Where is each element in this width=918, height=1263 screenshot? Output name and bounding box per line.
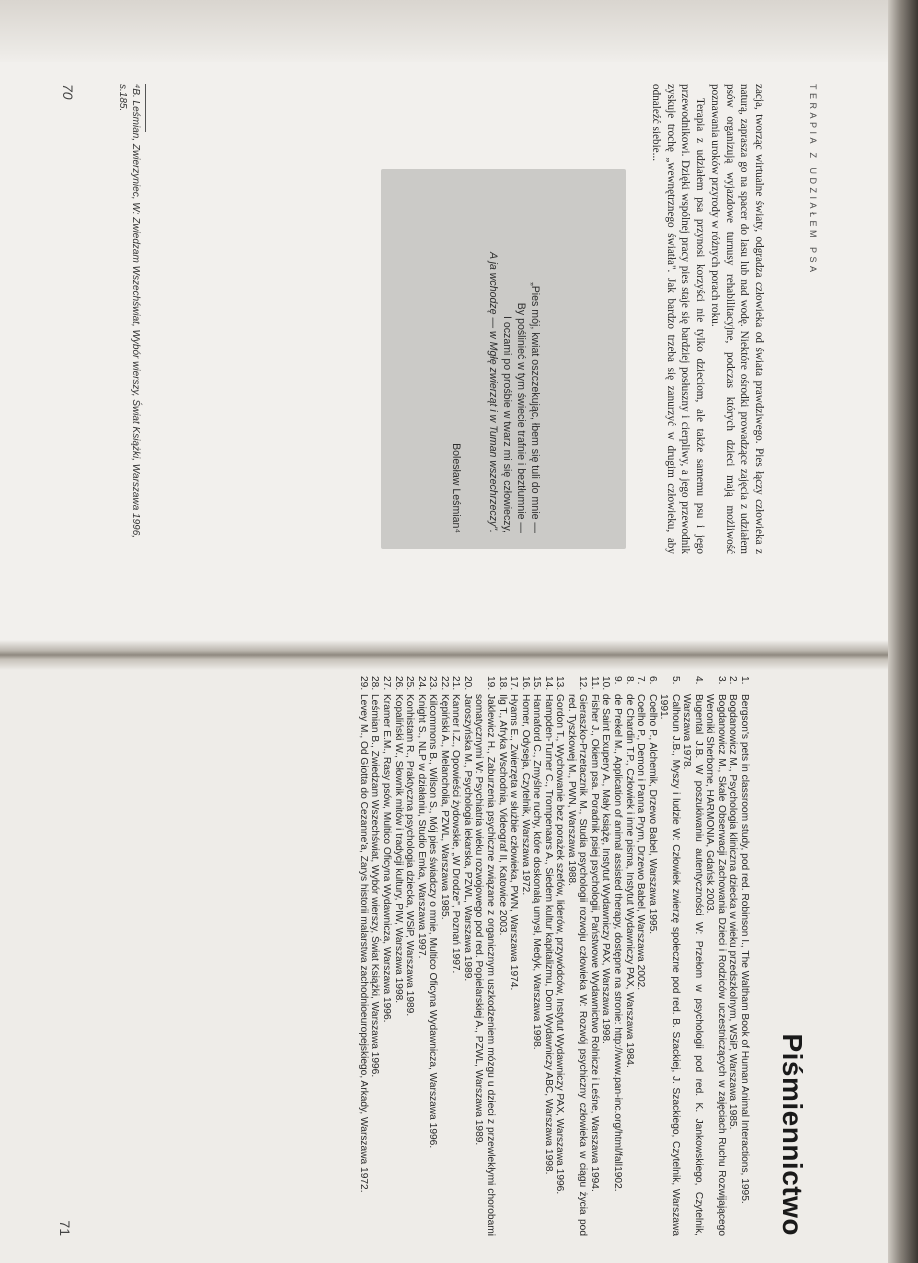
entry-text: de Saint Exupery A., Mały książę, Instytut Wydawniczy PAX, Warszawa 1998. (600, 694, 612, 1044)
entry-number: 28. (369, 676, 381, 691)
entry-number: 24. (415, 676, 427, 691)
entry-number: 14. (542, 676, 554, 691)
entry-text: Hampden-Turner C., Trompenaars A., Siedem kultur kapitalizmu, Dom Wydawniczy ABC, Warszawa 1998. (542, 694, 554, 1175)
poem-lines (486, 169, 542, 549)
entry-number: 5. (669, 676, 681, 685)
bibliography-entry (381, 676, 393, 1236)
poem-quote-box (381, 169, 626, 549)
entry-text: Jaklewicz H., Zaburzenia psychiczne związane z organicznym uszkodzeniem mózgu u dzieci z przewlekłymi chorobami somatycznymi W: Psychiatria wieku rozwojowego pod red. Popielarskiej A., PZWL, Warszawa 1989. (473, 694, 496, 1236)
paragraph: Terapia z udziałem psa przynosi korzyści nie tylko dzieciom, ale także samemu psu i jego przewodnikowi. Dzięki wspólnej pracy pies staje się bardziej posłuszny i cierpliwy, a jego przewodnik zyskuje trochę „wewnętrznego światła". Jak bardzo trzeba się zanurzyć w drugim człowieku, aby odnaleźć siebie... (650, 84, 707, 554)
poem-line: I oczami po prośbie w twarz mi się człowieczy, (501, 315, 513, 533)
entry-text: Konhistam R., Praktyczna psychologia dziecka, WSiP, Warszawa 1989. (404, 694, 416, 1017)
bibliography-entry (704, 676, 727, 1236)
entry-number: 4. (692, 676, 704, 685)
entry-text: de Prekel M., Application of animal assisted therapy, dostępne na stronie: http://www.pan-inc.org/html/fall1902. (611, 694, 623, 1192)
entry-text: de Chardin T.P., Człowiek i inne pisma, Instytut Wydawniczy PAX, Warszawa 1984. (623, 694, 635, 1068)
poem-author: Bolesław Leśmian⁴ (450, 443, 462, 533)
entry-text: Kramer E.M., Rasy psów, Multico Oficyna Wydawnicza, Warszawa 1996. (381, 694, 393, 1023)
page-top-edge (0, 0, 918, 66)
entry-number: 1. (739, 676, 750, 685)
entry-text: Coelho P., Alchemik, Drzewo Babel, Warszawa 1995. (646, 694, 658, 935)
poem-line: A ja wchodzę — w Mgłę zwierząt i w Tuman wszechrzeczy". (487, 251, 499, 533)
entry-number: 6. (646, 676, 658, 685)
bibliography-entry (473, 676, 496, 1236)
bibliography-entry (496, 676, 508, 1236)
bibliography-entry (438, 676, 450, 1236)
entry-number: 2. (727, 676, 739, 685)
bibliography-entry (611, 676, 623, 1236)
bibliography-entry (461, 676, 473, 1236)
bibliography-entry (450, 676, 462, 1236)
bibliography-title: Piśmiennictwo (777, 1033, 808, 1236)
entry-number: 18. (496, 676, 508, 691)
page-number: 71 (57, 1220, 73, 1236)
entry-number: 16. (519, 676, 531, 691)
entry-number: 15. (531, 676, 543, 691)
entry-text: Levey M., Od Giotta do Cezanne'a, Zarys historii malarstwa zachodnioeuropejskiego, Arkady, Warszawa 1972. (357, 694, 369, 1193)
entry-number: 17. (508, 676, 520, 691)
bibliography-entry (519, 676, 531, 1236)
entry-number: 11. (588, 676, 600, 690)
bibliography-entry (415, 676, 427, 1236)
entry-number: 3. (715, 676, 727, 685)
entry-text: Kopaliński W., Słownik mitów i tradycji kultury, PIW, Warszawa 1998. (392, 694, 404, 1004)
entry-number: 21. (450, 676, 462, 691)
right-page-content (48, 676, 808, 1246)
bibliography-entry (635, 676, 647, 1236)
entry-text: Hyams E., Zwierzęta w służbie człowieka, PWN, Warszawa 1974. (508, 694, 520, 991)
bibliography-entry (588, 676, 600, 1236)
entry-number: 12. (577, 676, 589, 691)
book-edge-shadow (888, 0, 918, 1263)
book-gutter (0, 640, 918, 670)
entry-number: 13. (554, 676, 566, 691)
bibliography-entry (565, 676, 588, 1236)
bibliography-entry (542, 676, 554, 1236)
paragraph: zacja, tworząc wirtualne światy, odgradza człowieka od świata prawdziwego. Pies łączy człowieka z naturą, zaprasza go na spacer do lasu lub nad wodę. Niektóre ośrodki prowadzące zajęcia z udziałem psów organizują wyjazdowe turnusy rehabilitacyjne, podczas których dzieci mają możliwość poznawania uroków przyrody w różnych porach roku. (708, 84, 765, 554)
entry-text: Fisher J., Okiem psa. Poradnik psiej psychologii, Państwowe Wydawnictwo Rolnicze i Leśne, Warszawa 1994. (588, 694, 600, 1192)
entry-text: Calhoun J.B., Myszy i ludzie W: Człowiek zwierzę społeczne pod red. B. Szackiej, J. Szackiego, Czytelnik, Warszawa 1991. (658, 694, 681, 1236)
entry-text: Ilg T., Afryka Wschodnia, Videograf II, Katowice 2003. (496, 694, 508, 936)
entry-text: Coelho P., Demon i Panna Prym, Drzewo Babel, Warszawa 2002. (635, 694, 647, 991)
bibliography-entry (369, 676, 381, 1236)
entry-text: Leśmian B., Zwiedzam Wszechświat, Wybór wierszy, Świat Książki, Warszawa 1996. (369, 694, 381, 1078)
entry-number: 25. (404, 676, 416, 691)
bibliography-list (357, 676, 750, 1236)
entry-number: 23. (427, 676, 439, 691)
bibliography-entry (554, 676, 566, 1236)
bibliography-entry (738, 676, 750, 1236)
entry-text: Bogdanowicz M., Psychologia kliniczna dziecka w wieku przedszkolnym, WSiP, Warszawa 1985. (727, 694, 739, 1130)
entry-number: 22. (438, 676, 450, 691)
bibliography-entry (531, 676, 543, 1236)
entry-number: 20. (461, 676, 473, 691)
entry-text: Hannaford C., Zmyślne ruchy, które doskonalą umysł, Medyk, Warszawa 1998. (531, 694, 543, 1050)
entry-text: Gieraszko-Przetacznik M., Studia psychologii rozwoju człowieka W: Rozwój psychiczny człowieka w ciągu życia pod red. Tyszkowej M., PWN, Warszawa 1988. (565, 694, 589, 1236)
entry-number: 9. (611, 676, 623, 685)
entry-number: 10. (600, 676, 612, 691)
poem-line: „Pies mój, kwiat oszczekując, łbem się tuli do mnie — (529, 282, 541, 533)
entry-text: Bogdanowicz M., Skale Obserwacji Zachowania Dzieci i Rodziców uczestniczących w zajęciach Ruchu Rozwijającego Weroniki Sherborne, HARMONIA, Gdańsk 2003. (704, 694, 727, 1236)
entry-number: 8. (623, 676, 635, 685)
entry-number: 26. (392, 676, 404, 691)
entry-text: Kępiński A., Melancholia, PZWL, Warszawa 1985. (438, 694, 450, 920)
running-head: TERAPIA Z UDZIAŁEM PSA (808, 84, 818, 276)
bibliography-entry (681, 676, 704, 1236)
left-page-content (58, 84, 818, 644)
poem-line: By poślinieć w tym świecie trafnie i beztłumnie — (515, 302, 527, 533)
bibliography-entry (646, 676, 658, 1236)
bibliography-entry (404, 676, 416, 1236)
entry-text: Kanner I.Z., Opowieści żydowskie, „W Drodze", Poznań 1997. (450, 694, 462, 974)
bibliography-entry (508, 676, 520, 1236)
body-text (648, 84, 766, 554)
entry-text: Jaroszyńska M., Psychologia lekarska, PZWL, Warszawa 1989. (461, 694, 473, 982)
footnote: ⁴B. Leśmian, Zwierzyniec, W: Zwiedzam Wszechświat, Wybór wierszy, Świat Książki, Warszawa 1996, s.185. (117, 84, 141, 539)
entry-text: Knight S., NLP w działaniu, Studio Emka, Warszawa 1997. (415, 694, 427, 959)
bibliography-entry (600, 676, 612, 1236)
page-number: 70 (60, 84, 76, 100)
entry-number: 27. (381, 676, 393, 691)
bibliography-entry (727, 676, 739, 1236)
bibliography-entry (427, 676, 439, 1236)
bibliography-entry (392, 676, 404, 1236)
entry-number: 7. (635, 676, 647, 685)
footnote-rule (145, 84, 146, 132)
entry-number: 29. (357, 676, 369, 691)
entry-text: Kilcommons B., Wilson S., Mój pies świadczy o mnie, Multico Oficyna Wydawnicza, Warszawa 1996. (427, 694, 439, 1149)
entry-number: 19. (484, 676, 496, 691)
entry-text: Bugental J.B. W poszukiwaniu autentyczności W: Przełom w psychologii pod red. K. Jankowskiego, Czytelnik, Warszawa 1978. (681, 694, 704, 1236)
entry-text: Homer, Odyseja, Czytelnik, Warszawa 1972. (519, 694, 531, 896)
bibliography-entry (658, 676, 681, 1236)
entry-text: Bergson's pets in classroom study, pod red. Robinson I., The Waltham Book of Human Animal Interactions, 1995. (739, 694, 750, 1204)
bibliography-entry (357, 676, 369, 1236)
entry-text: Gordon T., Wychowanie bez porażek szefów, liderów, przywódców, Instytut Wydawniczy PAX, Warszawa 1996. (554, 694, 566, 1195)
bibliography-entry (623, 676, 635, 1236)
